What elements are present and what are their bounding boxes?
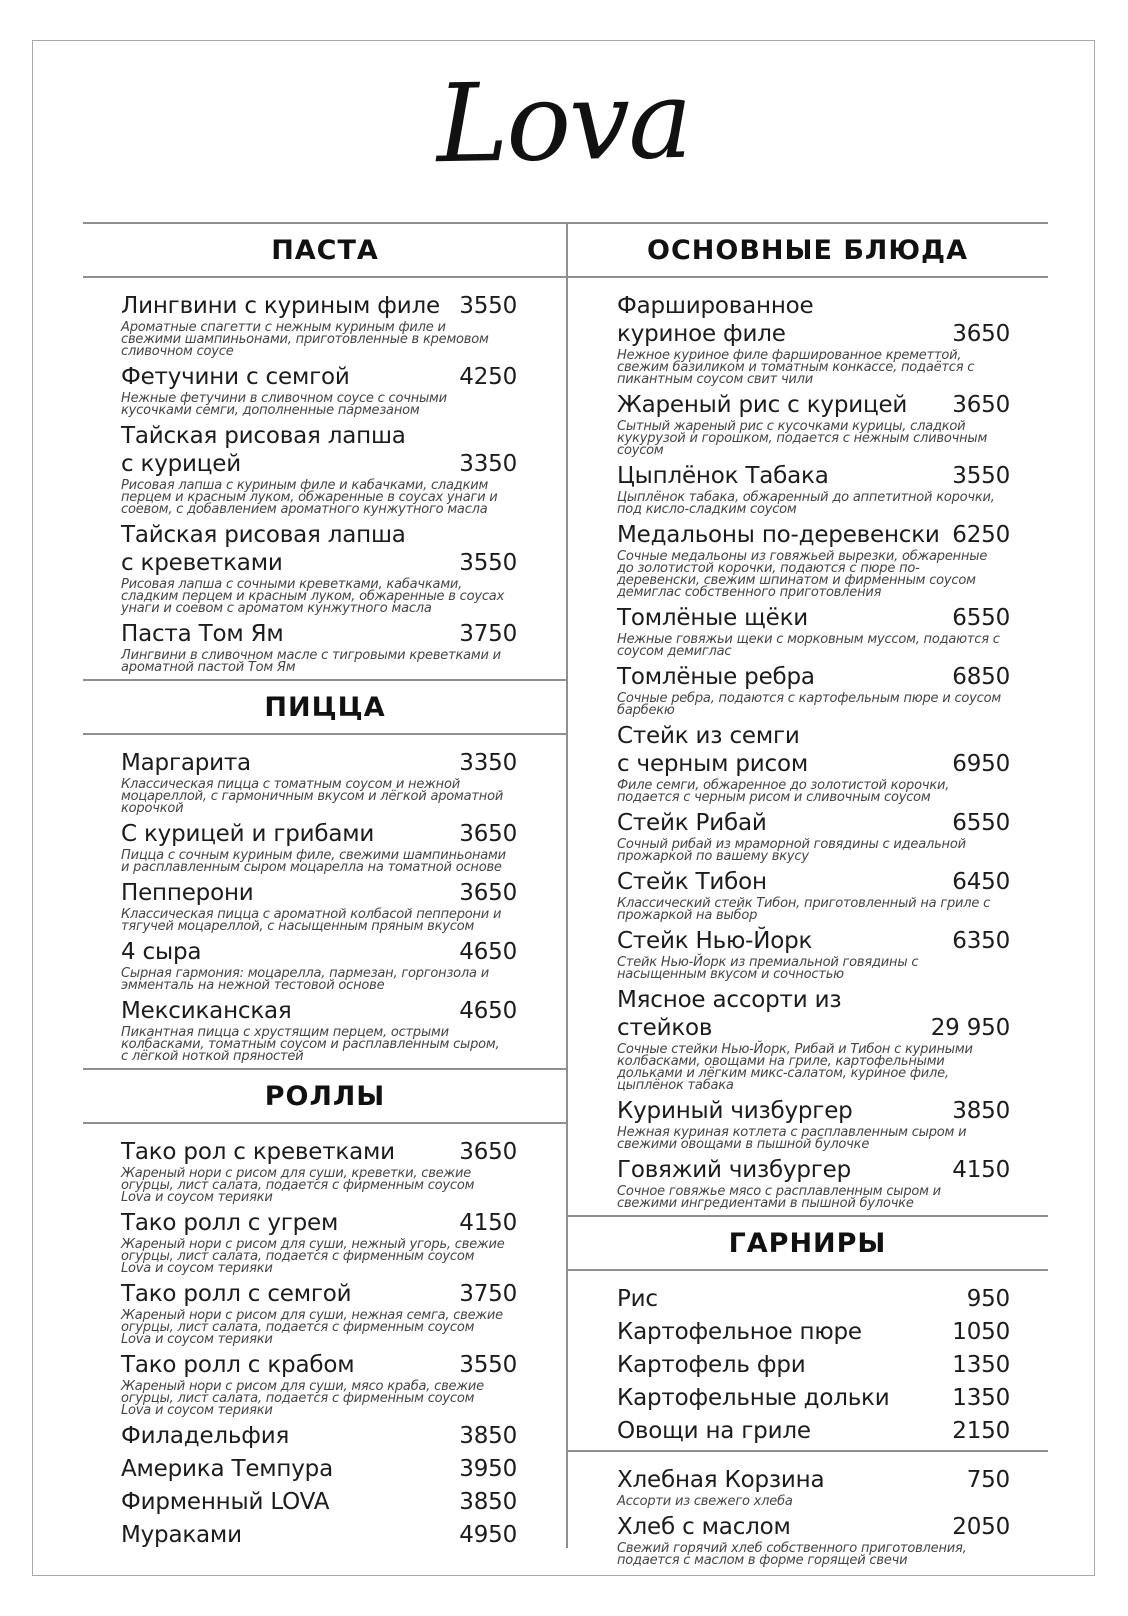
menu-item: [617, 1384, 1010, 1412]
item-name-line: Америка Темпура: [121, 1456, 333, 1482]
item-name-line: Мураками: [121, 1522, 242, 1548]
item-name: [617, 292, 814, 348]
item-name-line: Тайская рисовая лапша: [121, 522, 406, 548]
item-name-line: Стейк Рибай: [617, 810, 767, 836]
item-description: Классический стейк Тибон, приготовленный на гриле с прожаркой на выбор: [617, 896, 991, 923]
item-name: [121, 521, 406, 577]
item-name: [617, 462, 829, 490]
item-name-line: Цыплёнок Табака: [617, 463, 829, 489]
item-name: [617, 521, 940, 549]
item-description: Жареный нори с рисом для суши, мясо краба, свежие огурцы, лист салата, подается с фирменным соусом Lova и соусом терияки: [121, 1379, 484, 1418]
menu-item: [617, 1513, 1010, 1567]
item-row: [121, 1488, 517, 1516]
item-name: [121, 1422, 289, 1450]
item-name-line: С курицей и грибами: [121, 821, 375, 847]
item-name-line: с черным рисом: [617, 751, 808, 777]
item-description: Сочные медальоны из говяжьей вырезки, обжаренные до золотистой корочки, подаются с пюре по-деревенски, свежим шпинатом и фирменным соусом демиглас собственного приготовления: [617, 549, 988, 600]
item-description: Нежное куриное филе фаршированное креметтой, свежим базиликом и томатным конкассе, подаётся с пикантным соусом свит чили: [617, 348, 975, 387]
item-description: Жареный нори с рисом для суши, нежная семга, свежие огурцы, лист салата, подается с фирменным соусом Lova и соусом терияки: [121, 1308, 503, 1347]
item-row: [617, 663, 1010, 691]
item-name: [617, 986, 921, 1042]
item-price: 3850: [459, 1423, 517, 1449]
item-row: [121, 292, 517, 320]
column-left: [83, 222, 567, 1554]
item-name-line: Говяжий чизбургер: [617, 1157, 852, 1183]
section-title: ГАРНИРЫ: [567, 1215, 1048, 1271]
menu-item: [121, 938, 517, 992]
item-row: [617, 927, 1010, 955]
item-name-line: Мексиканская: [121, 998, 292, 1024]
section-body: [567, 1452, 1048, 1567]
item-row: [617, 1351, 1010, 1379]
item-description: Лингвини в сливочном масле с тигровыми креветками и ароматной пастой Том Ям: [121, 648, 501, 675]
item-description: Жареный нори с рисом для суши, нежный угорь, свежие огурцы, лист салата, подается с фирменным соусом Lova и соусом терияки: [121, 1237, 505, 1276]
item-name: [617, 1384, 890, 1412]
item-name: [617, 663, 815, 691]
item-name-line: Тако ролл с угрем: [121, 1210, 339, 1236]
item-description: Жареный нори с рисом для суши, креветки, свежие огурцы, лист салата, подается с фирменным соусом Lova и соусом терияки: [121, 1166, 475, 1205]
item-row: [121, 879, 517, 907]
item-row: [617, 1156, 1010, 1184]
item-name-line: Пепперони: [121, 880, 254, 906]
item-name-line: Медальоны по-деревенски: [617, 522, 940, 548]
item-name: [617, 1513, 791, 1541]
item-row: [121, 1521, 517, 1549]
menu-item: [617, 809, 1010, 863]
item-name-line: Жареный рис с курицей: [617, 392, 908, 418]
item-name: [617, 604, 808, 632]
menu-item: [617, 1351, 1010, 1379]
menu-item: [617, 663, 1010, 717]
menu-item: [121, 1521, 517, 1549]
menu-item: [121, 363, 517, 417]
item-description: Нежные говяжьи щеки с морковным муссом, подаются с соусом демиглас: [617, 632, 1000, 659]
menu-item: [121, 1455, 517, 1483]
item-name-line: с курицей: [121, 451, 241, 477]
menu-item: [617, 927, 1010, 981]
item-row: [617, 1513, 1010, 1541]
item-name: [617, 391, 907, 419]
item-row: [121, 1455, 517, 1483]
item-price: 4150: [459, 1210, 517, 1236]
item-name-line: Картофельное пюре: [617, 1319, 862, 1345]
item-row: [617, 1097, 1010, 1125]
item-price: 6550: [952, 605, 1010, 631]
item-price: 950: [966, 1286, 1010, 1312]
item-description: Сырная гармония: моцарелла, пармезан, горгонзола и эмменталь на нежной тестовой основе: [121, 966, 489, 993]
item-name: [121, 1455, 333, 1483]
item-name-line: Картофель фри: [617, 1352, 806, 1378]
item-name-line: Паста Том Ям: [121, 621, 284, 647]
item-name-line: Лингвини с куриным филе: [121, 293, 440, 319]
menu-item: [617, 722, 1010, 804]
item-row: [121, 363, 517, 391]
item-price: 6550: [952, 810, 1010, 836]
item-row: [121, 1351, 517, 1379]
item-price: 3950: [459, 1456, 517, 1482]
item-name-line: Хлебная Корзина: [617, 1467, 825, 1493]
item-price: 3350: [459, 451, 517, 477]
item-row: [121, 422, 517, 478]
menu-item: [121, 292, 517, 358]
item-name: [617, 1285, 658, 1313]
column-right: [567, 222, 1048, 1572]
item-description: Пикантная пицца с хрустящим перцем, острыми колбасками, томатным соусом и расплавленным сыром, с лёгкой ноткой пряностей: [121, 1025, 500, 1064]
menu-item: [121, 1209, 517, 1275]
menu-item: [121, 879, 517, 933]
menu-section: [567, 1450, 1048, 1567]
item-name: [121, 879, 254, 907]
item-name-line: Стейк из семги: [617, 723, 800, 749]
item-row: [617, 1318, 1010, 1346]
item-row: [121, 1280, 517, 1308]
menu-item: [121, 1422, 517, 1450]
item-name: [121, 1521, 242, 1549]
menu-item: [617, 462, 1010, 516]
item-row: [617, 1417, 1010, 1445]
item-name: [121, 1488, 329, 1516]
section-title: ПАСТА: [83, 222, 567, 278]
item-row: [121, 749, 517, 777]
item-row: [617, 1466, 1010, 1494]
menu-item: [617, 986, 1010, 1092]
item-description: Рисовая лапша с куриным филе и кабачками, сладким перцем и красным луком, обжаренные в соусах унаги и соевом, с добавлением ароматного кунжутного масла: [121, 478, 498, 517]
item-price: 4950: [459, 1522, 517, 1548]
item-price: 3550: [952, 463, 1010, 489]
item-row: [617, 521, 1010, 549]
item-description: Нежные фетучини в сливочном соусе с сочными кусочками семги, дополненные пармезаном: [121, 391, 447, 418]
item-name: [617, 1156, 851, 1184]
item-name: [121, 292, 440, 320]
item-row: [121, 938, 517, 966]
item-price: 4250: [459, 364, 517, 390]
item-price: 1350: [952, 1385, 1010, 1411]
menu-item: [121, 620, 517, 674]
item-name: [617, 1466, 824, 1494]
item-price: 3650: [952, 321, 1010, 347]
item-name: [121, 749, 251, 777]
item-description: Классическая пицца с томатным соусом и нежной моцареллой, с гармоничным вкусом и лёгкой ароматной корочкой: [121, 777, 504, 816]
item-price: 6350: [952, 928, 1010, 954]
item-row: [617, 462, 1010, 490]
menu-item: [617, 391, 1010, 457]
item-name: [121, 422, 406, 478]
item-name-line: Филадельфия: [121, 1423, 290, 1449]
menu-item: [617, 1318, 1010, 1346]
item-name-line: Мясное ассорти из стейков: [617, 987, 842, 1041]
item-name: [617, 868, 767, 896]
item-name-line: Рис: [617, 1286, 658, 1312]
menu-item: [617, 1466, 1010, 1508]
item-name: [617, 1351, 806, 1379]
item-name-line: куриное филе: [617, 321, 786, 347]
item-price: 3850: [459, 1489, 517, 1515]
item-name: [121, 1209, 338, 1237]
item-name: [617, 1097, 853, 1125]
menu-section: [567, 1215, 1048, 1445]
item-name-line: Картофельные дольки: [617, 1385, 890, 1411]
item-row: [617, 391, 1010, 419]
item-name-line: Тако ролл с семгой: [121, 1281, 352, 1307]
item-description: Сочные ребра, подаются с картофельным пюре и соусом барбекю: [617, 691, 1001, 718]
item-description: Нежная куриная котлета с расплавленным сыром и свежими овощами в пышной булочке: [617, 1125, 967, 1152]
item-price: 3650: [459, 821, 517, 847]
item-row: [121, 521, 517, 577]
menu-section: [83, 679, 567, 1063]
item-row: [617, 604, 1010, 632]
item-description: Сочные стейки Нью-Йорк, Рибай и Тибон с куриными колбасками, овощами на гриле, картофельными дольками и лёгким микс-салатом, куриное филе, цыплёнок табака: [617, 1042, 973, 1093]
item-row: [121, 1422, 517, 1450]
item-price: 3550: [459, 550, 517, 576]
item-price: 3650: [459, 1139, 517, 1165]
item-price: 750: [966, 1467, 1010, 1493]
menu-section: [83, 222, 567, 674]
item-row: [617, 292, 1010, 348]
item-row: [121, 1138, 517, 1166]
item-price: 6950: [952, 751, 1010, 777]
menu-item: [121, 521, 517, 615]
menu-item: [617, 604, 1010, 658]
item-name-line: Фаршированное: [617, 293, 814, 319]
menu-item: [121, 422, 517, 516]
item-description: Рисовая лапша с сочными креветками, кабачками, сладким перцем и красным луком, обжаренные в соусах унаги и соевом с ароматом кунжутного масла: [121, 577, 505, 616]
item-name: [121, 997, 292, 1025]
item-name-line: Томлёные ребра: [617, 664, 815, 690]
item-description: Сытный жареный рис с кусочками курицы, сладкой кукурузой и горошком, подается с нежным сливочным соусом: [617, 419, 988, 458]
item-name: [617, 1417, 811, 1445]
menu-item: [617, 1285, 1010, 1313]
item-price: 6850: [952, 664, 1010, 690]
item-name: [617, 722, 808, 778]
menu-item: [121, 997, 517, 1063]
menu-item: [121, 1488, 517, 1516]
item-description: Сочное говяжье мясо с расплавленным сыром и свежими ингредиентами в пышной булочке: [617, 1184, 941, 1211]
item-price: 3850: [952, 1098, 1010, 1124]
menu-item: [617, 521, 1010, 599]
menu-item: [121, 1351, 517, 1417]
item-name-line: с креветками: [121, 550, 283, 576]
item-name-line: Овощи на гриле: [617, 1418, 811, 1444]
section-title: ПИЦЦА: [83, 679, 567, 735]
menu-item: [617, 1417, 1010, 1445]
item-price: 6250: [952, 522, 1010, 548]
item-price: 3650: [459, 880, 517, 906]
item-description: Пицца с сочным куриным филе, свежими шампиньонами и расплавленным сыром моцарелла на томатной основе: [121, 848, 506, 875]
section-body: [83, 735, 567, 1063]
item-price: 3650: [952, 392, 1010, 418]
item-name-line: Фетучини с семгой: [121, 364, 350, 390]
item-name-line: Маргарита: [121, 750, 251, 776]
item-description: Свежий горячий хлеб собственного приготовления, подается с маслом в форме горящей свечи: [617, 1541, 967, 1568]
item-price: 1350: [952, 1352, 1010, 1378]
item-price: 4650: [459, 939, 517, 965]
item-description: Классическая пицца с ароматной колбасой пепперони и тягучей моцареллой, с насыщенным пряным вкусом: [121, 907, 502, 934]
item-description: Ароматные спагетти с нежным куриным филе и свежими шампиньонами, приготовленные в кремовом сливочном соусе: [121, 320, 489, 359]
item-price: 29 950: [930, 1015, 1010, 1041]
item-name: [121, 1138, 395, 1166]
menu-item: [121, 1280, 517, 1346]
item-name-line: 4 сыра: [121, 939, 202, 965]
section-body: [567, 1271, 1048, 1445]
item-row: [617, 868, 1010, 896]
item-row: [121, 1209, 517, 1237]
item-row: [121, 997, 517, 1025]
item-name: [617, 927, 812, 955]
section-title: ОСНОВНЫЕ БЛЮДА: [567, 222, 1048, 278]
item-name-line: Тако рол с креветками: [121, 1139, 395, 1165]
menu-section: [83, 1068, 567, 1549]
item-price: 4150: [952, 1157, 1010, 1183]
restaurant-logo: Lova: [435, 57, 692, 187]
item-price: 3550: [459, 1352, 517, 1378]
item-price: 2050: [952, 1514, 1010, 1540]
item-name-line: Стейк Нью-Йорк: [617, 928, 813, 954]
item-name: [121, 620, 284, 648]
item-price: 3750: [459, 621, 517, 647]
item-row: [617, 722, 1010, 778]
item-name-line: Стейк Тибон: [617, 869, 767, 895]
menu-item: [121, 820, 517, 874]
item-name: [121, 1351, 354, 1379]
item-price: 6450: [952, 869, 1010, 895]
item-name-line: Куриный чизбургер: [617, 1098, 853, 1124]
item-description: Сочный рибай из мраморной говядины с идеальной прожаркой по вашему вкусу: [617, 837, 966, 864]
item-name-line: Тайская рисовая лапша: [121, 423, 406, 449]
menu-item: [121, 749, 517, 815]
menu-section: [567, 222, 1048, 1210]
item-name: [121, 1280, 351, 1308]
menu-item: [617, 1097, 1010, 1151]
item-description: Ассорти из свежего хлеба: [617, 1494, 793, 1509]
menu-item: [121, 1138, 517, 1204]
section-title: РОЛЛЫ: [83, 1068, 567, 1124]
item-description: Цыплёнок табака, обжаренный до аппетитной корочки, под кисло-сладким соусом: [617, 490, 995, 517]
item-row: [121, 820, 517, 848]
item-price: 1050: [952, 1319, 1010, 1345]
menu-item: [617, 868, 1010, 922]
item-row: [617, 1384, 1010, 1412]
item-price: 3750: [459, 1281, 517, 1307]
item-name-line: Томлёные щёки: [617, 605, 809, 631]
item-row: [617, 986, 1010, 1042]
item-price: 2150: [952, 1418, 1010, 1444]
item-name: [121, 363, 350, 391]
item-name-line: Фирменный LOVA: [121, 1489, 330, 1515]
item-description: Стейк Нью-Йорк из премиальной говядины с насыщенным вкусом и сочностью: [617, 955, 919, 982]
item-row: [617, 1285, 1010, 1313]
item-name: [121, 820, 374, 848]
item-name-line: Хлеб с маслом: [617, 1514, 791, 1540]
item-price: 4650: [459, 998, 517, 1024]
item-name: [121, 938, 201, 966]
item-description: Филе семги, обжаренное до золотистой корочки, подается с черным рисом и сливочным соусом: [617, 778, 950, 805]
item-name: [617, 809, 767, 837]
item-name: [617, 1318, 862, 1346]
item-price: 3350: [459, 750, 517, 776]
section-body: [567, 278, 1048, 1210]
item-price: 3550: [459, 293, 517, 319]
item-row: [617, 809, 1010, 837]
menu-item: [617, 292, 1010, 386]
item-name-line: Тако ролл с крабом: [121, 1352, 355, 1378]
section-body: [83, 1124, 567, 1549]
menu-item: [617, 1156, 1010, 1210]
item-row: [121, 620, 517, 648]
section-body: [83, 278, 567, 674]
